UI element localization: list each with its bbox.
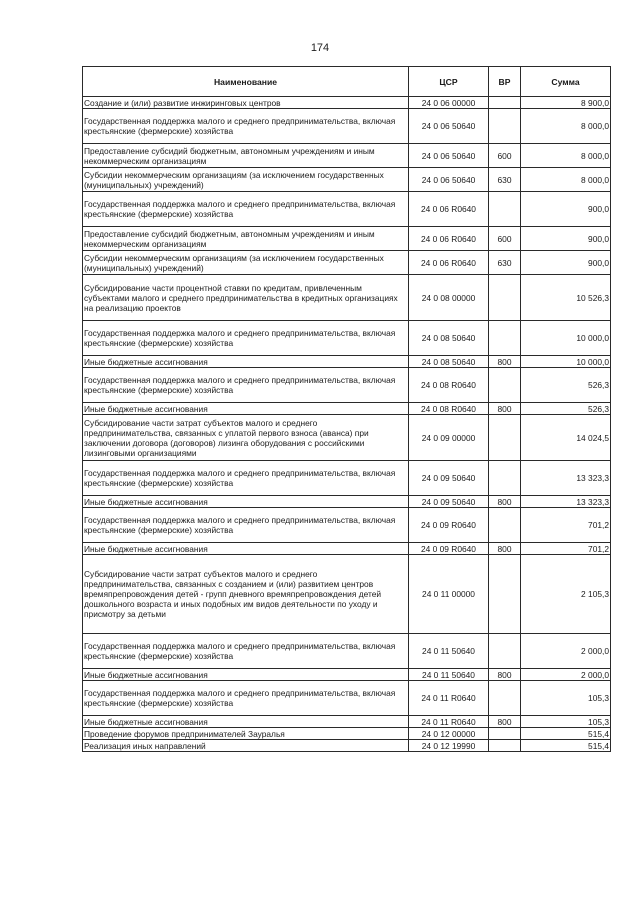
row-sum: 10 000,0	[521, 321, 611, 356]
row-csr-code: 24 0 08 00000	[409, 275, 489, 321]
row-name: Субсидирование части затрат субъектов малого и среднего предпринимательства, связанных с созданием и (или) развитием центров времяпрепровождения детей - групп дневного времяпрепровождения детей дошкольного возраста и иных подобных им видов деятельности по уходу и присмотру за детьми	[83, 555, 409, 634]
table-row	[83, 275, 611, 321]
row-vr-code	[489, 461, 521, 496]
row-name: Субсидии некоммерческим организациям (за исключением государственных (муниципальных) учреждений)	[83, 251, 409, 275]
row-name: Реализация иных направлений	[83, 740, 409, 752]
row-name: Проведение форумов предпринимателей Зауралья	[83, 728, 409, 740]
table-row	[83, 251, 611, 275]
row-name: Государственная поддержка малого и среднего предпринимательства, включая крестьянские (фермерские) хозяйства	[83, 508, 409, 543]
row-csr-code: 24 0 09 R0640	[409, 543, 489, 555]
row-vr-code	[489, 109, 521, 144]
row-vr-code: 800	[489, 669, 521, 681]
row-name: Иные бюджетные ассигнования	[83, 356, 409, 368]
row-name: Государственная поддержка малого и среднего предпринимательства, включая крестьянские (фермерские) хозяйства	[83, 368, 409, 403]
row-vr-code: 800	[489, 496, 521, 508]
table-row	[83, 681, 611, 716]
row-sum: 8 000,0	[521, 109, 611, 144]
row-vr-code: 630	[489, 168, 521, 192]
row-sum: 13 323,3	[521, 496, 611, 508]
row-vr-code: 800	[489, 356, 521, 368]
row-vr-code	[489, 415, 521, 461]
row-csr-code: 24 0 09 00000	[409, 415, 489, 461]
row-csr-code: 24 0 11 R0640	[409, 716, 489, 728]
row-csr-code: 24 0 06 50640	[409, 144, 489, 168]
row-sum: 8 000,0	[521, 168, 611, 192]
row-name: Создание и (или) развитие инжиринговых центров	[83, 97, 409, 109]
row-csr-code: 24 0 06 R0640	[409, 251, 489, 275]
table-row	[83, 109, 611, 144]
row-csr-code: 24 0 06 R0640	[409, 192, 489, 227]
row-vr-code	[489, 508, 521, 543]
row-name: Государственная поддержка малого и среднего предпринимательства, включая крестьянские (фермерские) хозяйства	[83, 681, 409, 716]
row-csr-code: 24 0 08 R0640	[409, 403, 489, 415]
budget-table	[82, 66, 611, 752]
table-row	[83, 97, 611, 109]
header-sum: Сумма	[521, 67, 611, 97]
row-vr-code: 630	[489, 251, 521, 275]
table-row	[83, 740, 611, 752]
table-row	[83, 356, 611, 368]
table-row	[83, 716, 611, 728]
row-csr-code: 24 0 08 50640	[409, 356, 489, 368]
row-sum: 515,4	[521, 740, 611, 752]
row-vr-code	[489, 321, 521, 356]
row-sum: 10 000,0	[521, 356, 611, 368]
row-name: Субсидирование части затрат субъектов малого и среднего предпринимательства, связанных с уплатой первого взноса (аванса) при заключении договора (договоров) лизинга оборудования с российскими лизинговыми организациями	[83, 415, 409, 461]
row-vr-code	[489, 368, 521, 403]
table-body	[83, 97, 611, 752]
table-row	[83, 543, 611, 555]
row-csr-code: 24 0 09 50640	[409, 461, 489, 496]
row-sum: 14 024,5	[521, 415, 611, 461]
table-row	[83, 555, 611, 634]
row-sum: 13 323,3	[521, 461, 611, 496]
row-vr-code	[489, 634, 521, 669]
row-sum: 10 526,3	[521, 275, 611, 321]
row-sum: 526,3	[521, 403, 611, 415]
row-vr-code: 800	[489, 403, 521, 415]
row-sum: 2 000,0	[521, 669, 611, 681]
header-csr: ЦСР	[409, 67, 489, 97]
row-sum: 701,2	[521, 543, 611, 555]
row-name: Субсидии некоммерческим организациям (за исключением государственных (муниципальных) учреждений)	[83, 168, 409, 192]
row-name: Предоставление субсидий бюджетным, автономным учреждениям и иным некоммерческим организациям	[83, 227, 409, 251]
table-row	[83, 461, 611, 496]
header-vr: ВР	[489, 67, 521, 97]
table-row	[83, 669, 611, 681]
table-row	[83, 368, 611, 403]
row-csr-code: 24 0 11 00000	[409, 555, 489, 634]
row-sum: 526,3	[521, 368, 611, 403]
row-csr-code: 24 0 11 R0640	[409, 681, 489, 716]
row-csr-code: 24 0 06 50640	[409, 109, 489, 144]
row-sum: 900,0	[521, 192, 611, 227]
row-csr-code: 24 0 09 R0640	[409, 508, 489, 543]
row-csr-code: 24 0 08 50640	[409, 321, 489, 356]
row-name: Иные бюджетные ассигнования	[83, 496, 409, 508]
row-vr-code: 800	[489, 543, 521, 555]
table-row	[83, 634, 611, 669]
row-name: Предоставление субсидий бюджетным, автономным учреждениям и иным некоммерческим организациям	[83, 144, 409, 168]
row-name: Субсидирование части процентной ставки по кредитам, привлеченным субъектами малого и среднего предпринимательства в кредитных организациях на реализацию проектов	[83, 275, 409, 321]
table-row	[83, 321, 611, 356]
table-row	[83, 728, 611, 740]
row-sum: 2 000,0	[521, 634, 611, 669]
row-sum: 2 105,3	[521, 555, 611, 634]
table-row	[83, 192, 611, 227]
row-vr-code: 600	[489, 227, 521, 251]
row-name: Иные бюджетные ассигнования	[83, 669, 409, 681]
table-row	[83, 508, 611, 543]
row-name: Государственная поддержка малого и среднего предпринимательства, включая крестьянские (фермерские) хозяйства	[83, 109, 409, 144]
row-vr-code	[489, 275, 521, 321]
row-name: Иные бюджетные ассигнования	[83, 543, 409, 555]
row-sum: 105,3	[521, 681, 611, 716]
row-vr-code: 800	[489, 716, 521, 728]
table-row	[83, 227, 611, 251]
row-csr-code: 24 0 08 R0640	[409, 368, 489, 403]
row-csr-code: 24 0 06 50640	[409, 168, 489, 192]
row-sum: 8 000,0	[521, 144, 611, 168]
row-vr-code	[489, 192, 521, 227]
row-sum: 900,0	[521, 251, 611, 275]
row-name: Иные бюджетные ассигнования	[83, 403, 409, 415]
row-csr-code: 24 0 12 19990	[409, 740, 489, 752]
table-row	[83, 415, 611, 461]
header-name: Наименование	[83, 67, 409, 97]
row-csr-code: 24 0 06 R0640	[409, 227, 489, 251]
row-sum: 900,0	[521, 227, 611, 251]
table-row	[83, 144, 611, 168]
row-sum: 105,3	[521, 716, 611, 728]
row-csr-code: 24 0 11 50640	[409, 669, 489, 681]
row-csr-code: 24 0 09 50640	[409, 496, 489, 508]
row-name: Иные бюджетные ассигнования	[83, 716, 409, 728]
page-number: 174	[310, 42, 330, 54]
row-vr-code	[489, 681, 521, 716]
row-csr-code: 24 0 12 00000	[409, 728, 489, 740]
row-vr-code	[489, 97, 521, 109]
table-row	[83, 168, 611, 192]
table-row	[83, 496, 611, 508]
row-name: Государственная поддержка малого и среднего предпринимательства, включая крестьянские (фермерские) хозяйства	[83, 321, 409, 356]
row-sum: 701,2	[521, 508, 611, 543]
row-sum: 515,4	[521, 728, 611, 740]
row-sum: 8 900,0	[521, 97, 611, 109]
row-vr-code	[489, 555, 521, 634]
row-name: Государственная поддержка малого и среднего предпринимательства, включая крестьянские (фермерские) хозяйства	[83, 634, 409, 669]
row-vr-code	[489, 740, 521, 752]
row-csr-code: 24 0 06 00000	[409, 97, 489, 109]
table-row	[83, 403, 611, 415]
row-name: Государственная поддержка малого и среднего предпринимательства, включая крестьянские (фермерские) хозяйства	[83, 192, 409, 227]
table-header-row	[83, 67, 611, 97]
row-csr-code: 24 0 11 50640	[409, 634, 489, 669]
row-vr-code	[489, 728, 521, 740]
row-name: Государственная поддержка малого и среднего предпринимательства, включая крестьянские (фермерские) хозяйства	[83, 461, 409, 496]
row-vr-code: 600	[489, 144, 521, 168]
